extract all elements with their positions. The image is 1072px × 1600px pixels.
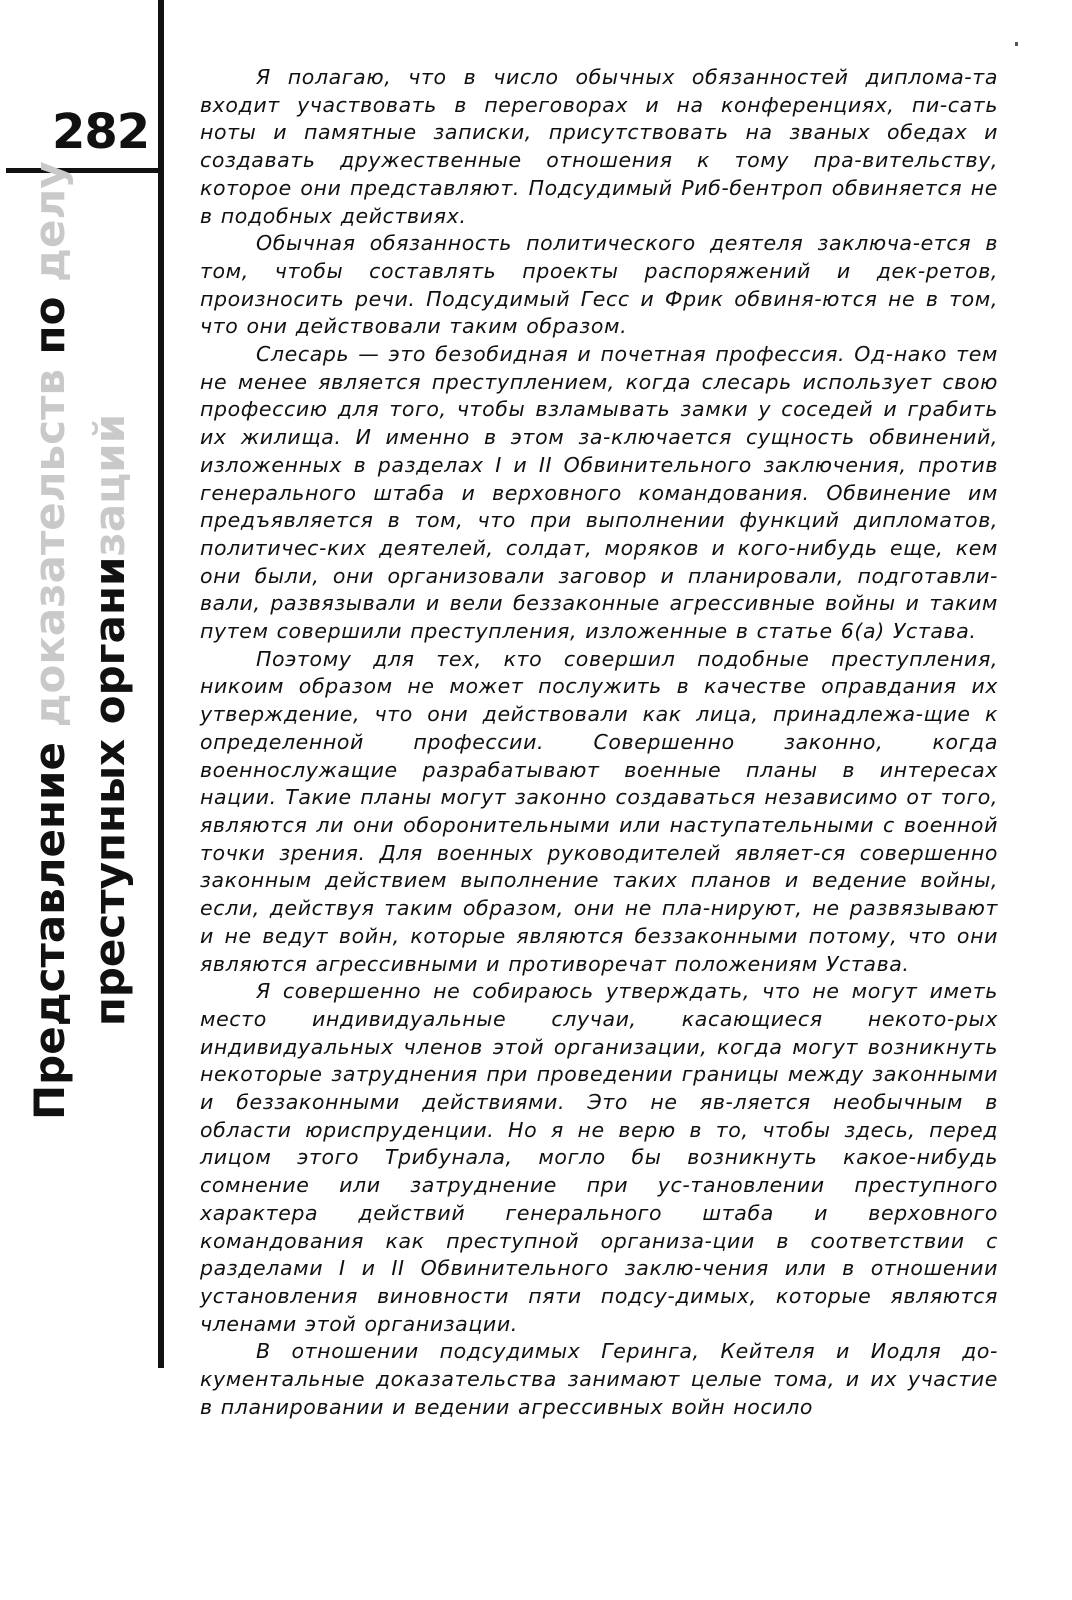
body-text: [200, 64, 998, 1421]
running-head-faded-part: делу: [25, 161, 74, 282]
running-head-line-2: [80, 320, 140, 1120]
paragraph: Я полагаю, что в число обычных обязанностей диплома-та входит участвовать в переговорах и на конференциях, пи-сать ноты и памятные записки, присутствовать на званых обедах и создавать дружественные отношения к тому пра-вительству, которое они представляют. Подсудимый Риб-бентроп обвиняется не в подобных действиях.: [200, 65, 998, 228]
page-number: 282: [52, 104, 150, 160]
running-head-line-1: [20, 161, 80, 1120]
paragraph: Я совершенно не собираюсь утверждать, что не могут иметь место индивидуальные случаи, касающиеся некото-рых индивидуальных членов этой организации, когда могут возникнуть некоторые затруднения при проведении границы между законными и беззаконными действиями. Это не яв-ляется необычным в области юриспруденции. Но я не верю в то, чтобы здесь, перед лицом этого Трибунала, могло бы возникнуть какое-нибудь сомнение или затруднение при ус-тановлении преступного характера действий генерального штаба и верховного командования как преступной организа-ции в соответствии с разделами I и II Обвинительного заклю-чения или в отношении установления виновности пяти подсу-димых, которые являются членами этой организации.: [200, 979, 998, 1336]
speck-mark: [1015, 42, 1018, 46]
paragraph: Поэтому для тех, кто совершил подобные преступления, никоим образом не может послужить в качестве оправдания их утверждение, что они действовали как лица, принадлежа-щие к определенной профессии. Совершенно законно, когда военнослужащие разрабатывают военные планы в интересах нации. Такие планы могут законно создаваться независимо от того, являются ли они оборонительными или наступательными с военной точки зрения. Для военных руководителей являет-ся совершенно законным действием выполнение таких планов и ведение войны, если, действуя таким образом, они не пла-нируют, не развязывают и не ведут войн, которые являются беззаконными потому, что они являются агрессивными и противоречат положениям Устава.: [200, 646, 998, 976]
running-head-faded-part: заций: [85, 413, 134, 557]
running-head-rotated: [20, 161, 140, 1120]
running-head-part: по: [25, 281, 74, 370]
paragraph: В отношении подсудимых Геринга, Кейтеля и Иодля до-кументальные доказательства занимают целые тома, и их участие в планировании и ведении агрессивных войн носило: [200, 1339, 998, 1419]
paragraph: Слесарь — это безобидная и почетная профессия. Од-нако тем не менее является преступлением, когда слесарь использует свою профессию для того, чтобы взламывать замки у соседей и грабить их жилища. И именно в этом за-ключается сущность обвинений, изложенных в разделах I и II Обвинительного заключения, против генерального штаба и верховного командования. Обвинение им предъявляется в том, что при выполнении функций дипломатов, политичес-ких деятелей, солдат, моряков и кого-нибудь еще, кем они были, они организовали заговор и планировали, подготавли-вали, развязывали и вели беззаконные агрессивные войны и таким путем совершили преступления, изложенные в статье 6(а) Устава.: [200, 342, 998, 644]
margin-rule: [158, 0, 164, 1368]
running-head-faded-part: доказательств: [25, 369, 74, 728]
running-head-part: преступных органи: [85, 556, 134, 1027]
running-head-part: Представление: [25, 727, 74, 1120]
paragraph: Обычная обязанность политического деятеля заключа-ется в том, чтобы составлять проекты распоряжений и дек-ретов, произносить речи. Подсудимый Гесс и Фрик обвиня-ются не в том, что они действовали таким образом.: [200, 231, 998, 339]
